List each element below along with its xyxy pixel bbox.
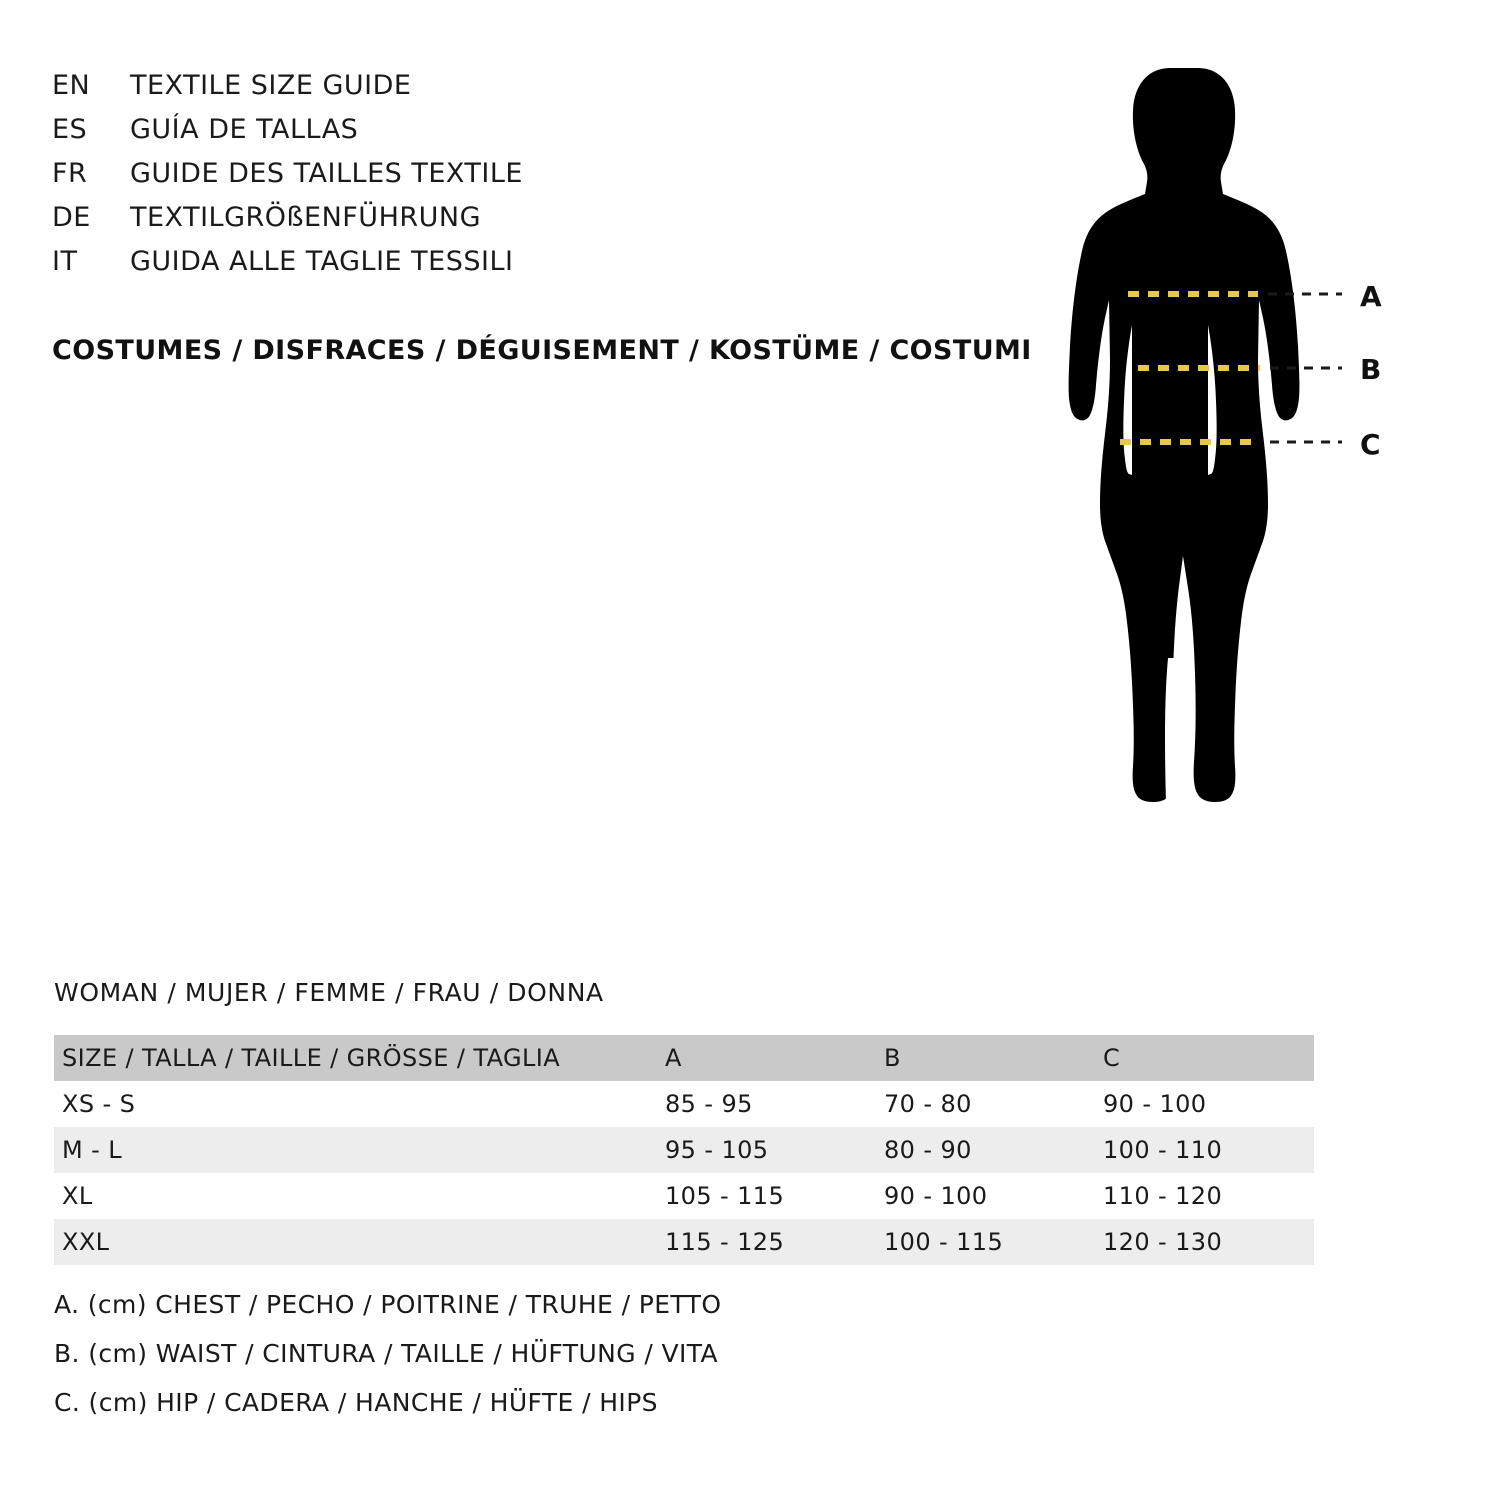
table-row (54, 1127, 1314, 1173)
cell-a: 105 - 115 (664, 1182, 785, 1210)
language-code: IT (52, 246, 78, 277)
table-body (54, 1081, 1314, 1265)
measure-label-b: B (1360, 353, 1382, 386)
language-text: GUIDE DES TAILLES TEXTILE (130, 158, 523, 189)
footnote-a: A. (cm) CHEST / PECHO / POITRINE / TRUHE / PETTO (54, 1290, 722, 1319)
language-row-en (52, 70, 1052, 114)
cell-size: XXL (62, 1228, 110, 1256)
cell-a: 85 - 95 (664, 1090, 753, 1118)
language-code: DE (52, 202, 91, 233)
language-row-it (52, 246, 1052, 290)
table-row (54, 1219, 1314, 1265)
language-row-es (52, 114, 1052, 158)
language-list (52, 70, 1052, 290)
language-text: GUÍA DE TALLAS (130, 114, 359, 145)
table-row (54, 1081, 1314, 1127)
cell-b: 70 - 80 (883, 1090, 972, 1118)
cell-size: XS - S (62, 1090, 136, 1118)
language-code: FR (52, 158, 88, 189)
measure-label-c: C (1360, 428, 1381, 461)
table-row (54, 1173, 1314, 1219)
measurement-diagram (1020, 60, 1440, 940)
measure-label-a: A (1360, 280, 1382, 313)
cell-b: 80 - 90 (883, 1136, 972, 1164)
table-header-c: C (1102, 1044, 1121, 1072)
footnote-b: B. (cm) WAIST / CINTURA / TAILLE / HÜFTUNG / VITA (54, 1339, 719, 1368)
cell-size: XL (62, 1182, 93, 1210)
language-text: GUIDA ALLE TAGLIE TESSILI (130, 246, 514, 277)
language-text: TEXTILGRÖßENFÜHRUNG (130, 202, 482, 233)
cell-c: 120 - 130 (1102, 1228, 1223, 1256)
cell-b: 100 - 115 (883, 1228, 1004, 1256)
language-code: EN (52, 70, 91, 101)
table-header-a: A (664, 1044, 682, 1072)
table-header-row (54, 1035, 1314, 1081)
table-section-title: WOMAN / MUJER / FEMME / FRAU / DONNA (54, 978, 604, 1007)
cell-c: 110 - 120 (1102, 1182, 1223, 1210)
cell-size: M - L (62, 1136, 122, 1164)
footnote-c: C. (cm) HIP / CADERA / HANCHE / HÜFTE / HIPS (54, 1388, 658, 1417)
cell-a: 115 - 125 (664, 1228, 785, 1256)
table-header-b: B (883, 1044, 901, 1072)
cell-a: 95 - 105 (664, 1136, 769, 1164)
footnote-list (54, 1290, 1254, 1437)
cell-c: 100 - 110 (1102, 1136, 1223, 1164)
language-row-fr (52, 158, 1052, 202)
woman-silhouette-icon (1020, 60, 1440, 940)
language-code: ES (52, 114, 88, 145)
cell-b: 90 - 100 (883, 1182, 988, 1210)
category-line: COSTUMES / DISFRACES / DÉGUISEMENT / KOSTÜME / COSTUMI (52, 335, 1032, 366)
table-header-size: SIZE / TALLA / TAILLE / GRÖSSE / TAGLIA (62, 1044, 561, 1072)
language-text: TEXTILE SIZE GUIDE (130, 70, 412, 101)
cell-c: 90 - 100 (1102, 1090, 1207, 1118)
size-table (54, 1035, 1314, 1265)
table-head (54, 1035, 1314, 1081)
language-row-de (52, 202, 1052, 246)
